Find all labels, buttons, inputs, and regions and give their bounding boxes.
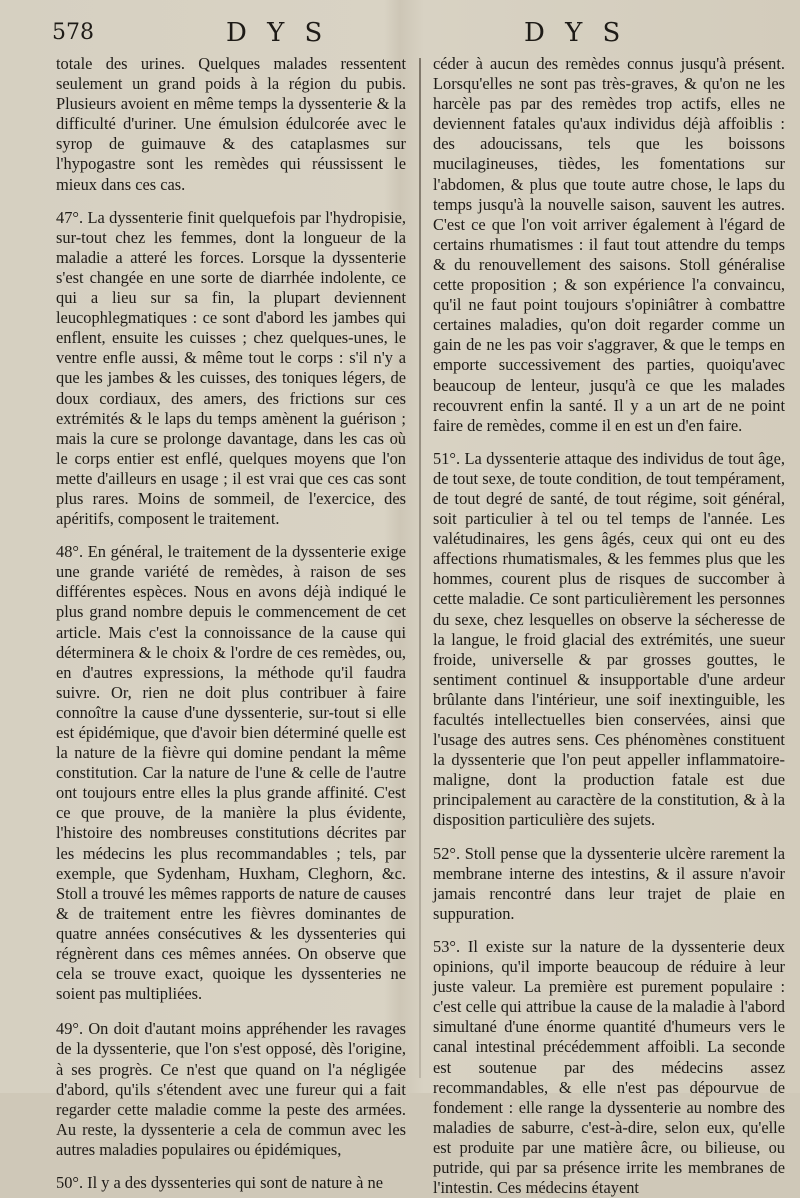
page-header — [0, 18, 800, 52]
paragraph-48: 48°. En général, le traitement de la dyssenterie exige une grande variété de remèdes, à raison de ses différentes espèces. Nous en avons déjà indiqué le plus grand nombre depuis le commencement de cet article. Mais c'est la connoissance de la cause qui déterminera & le choix & l'ordre de ces remèdes, ou, en d'autres expressions, la méthode qu'il faudra suivre. Or, rien ne doit plus contribuer à faire connoître la cause d'une dyssenterie, sur-tout si elle est épidémique, que d'avoir bien déterminé quelle est la nature de la fièvre qui domine pendant la même constitution. Car la nature de l'une & celle de l'autre ont toujours entre elles la plus grande affinité. C'est ce que prouve, de la manière la plus évidente, l'histoire des nombreuses constitutions décrites par les médecins les plus recommandables ; tels, par exemple, que Sydenham, Huxham, Cleghorn, &c. Stoll a trouvé les mêmes rapports de nature de causes & de traitement entre les fièvres dominantes de quatre années consécutives & les dyssenteries qui régnèrent dans ces mêmes années. On observe que cela se trouve exact, quoique les dyssenteries ne soient pas multipliées. — [56, 542, 407, 1004]
page-number: 578 — [52, 20, 94, 45]
running-head-right: D Y S — [524, 18, 627, 48]
left-column — [56, 54, 406, 1193]
column-divider — [419, 58, 421, 1078]
paragraph-51: 51°. La dyssenterie attaque des individus de tout âge, de tout sexe, de toute condition, de tout tempérament, de tout degré de santé, de tout régime, soit général, soit particulier à tel ou tel temps de l'année. Les valétudinaires, les gens âgés, ceux qui ont eu des affections rhumatismales, & les femmes plus que les hommes, courent plus de risques de succomber à cette maladie. Ce sont particulièrement les personnes du sexe, chez lesquelles on observe la sécheresse de la langue, le froid glacial des extrémités, une sueur froide, universelle & par grosses gouttes, le sentiment continuel & insupportable d'une ardeur brûlante dans l'intérieur, une soif inextinguible, les facultés intellectuelles bien conservées, ainsi que l'usage des autres sens. Ces phénomènes constituent la dyssenterie que l'on peut appeller inflammatoire-maligne, dont la production fatale est due principalement au caractère de la constitution, & à la disposition particulière des sujets. — [433, 448, 785, 830]
paragraph-47: 47°. La dyssenterie finit quelquefois par l'hydropisie, sur-tout chez les femmes, dont la longueur de la maladie a atteré les forces. Lorsque la dyssenterie s'est changée en une sorte de diarrhée indolente, ce qui a lieu sur sa fin, la plupart deviennent leucophlegmatiques : ce sont d'abord les jambes qui enflent, ensuite les cuisses ; chez quelques-unes, le ventre enfle aussi, & même tout le corps : s'il n'y a que les jambes & les cuisses, des toniques légers, de doux cordiaux, des amers, des frictions sur ces extrémités & le laps du temps amènent la guérison ; mais la cure se prolonge davantage, dans les cas où le corps entier est enflé, quelques moyens que l'on mette d'ailleurs en usage ; il est vrai que ces cas sont plus rares. Moins de sommeil, de l'exercice, des apéritifs, composent le traitement. — [56, 207, 406, 529]
paragraph-50: 50°. Il y a des dyssenteries qui sont de nature à ne — [56, 1172, 383, 1192]
paragraph-52: 52°. Stoll pense que la dyssenterie ulcère rarement la membrane interne des intestins, & il assure n'avoir jamais rencontré dans leur trajet de plaie en suppuration. — [433, 843, 785, 923]
paragraph-continuation: totale des urines. Quelques malades ressentent seulement un grand poids à la région du pubis. Plusieurs avoient en même temps la dyssenterie & la difficulté d'uriner. Une émulsion édulcorée avec le syrop de guimauve & des cataplasmes sur l'hypogastre sont les remèdes qui réussissent le mieux dans ces cas. — [56, 54, 406, 194]
running-head-left: D Y S — [226, 18, 329, 48]
right-column — [433, 54, 785, 1198]
paragraph-49: 49°. On doit d'autant moins appréhender les ravages de la dyssenterie, que l'on s'est opposé, dès l'origine, à ses progrès. Ce n'est que quand on l'a négligée d'abord, qu'ils s'étendent avec une fureur qui a fait regarder cette maladie comme la peste des armées. Au reste, la dyssenterie a cela de commun avec les autres maladies populaires ou épidémiques, — [56, 1019, 406, 1159]
paragraph-53: 53°. Il existe sur la nature de la dyssenterie deux opinions, qu'il importe beaucoup de réduire à leur juste valeur. La première est purement populaire : c'est celle qui attribue la cause de la maladie à l'abord simultané d'une énorme quantité d'humeurs vers le canal intestinal précédemment affoibli. La seconde est soutenue par des médecins assez recommandables, & elle n'est pas dépourvue de fondement : elle range la dyssenterie au nombre des maladies de saburre, c'est-à-dire, selon eux, qu'elle est produite par une matière âcre, ou bilieuse, ou putride, qui par sa présence irrite les membranes de l'intestin. Ces médecins étayent — [433, 936, 785, 1198]
paragraph-50-continuation: céder à aucun des remèdes connus jusqu'à présent. Lorsqu'elles ne sont pas très-graves, & qu'on ne les harcèle pas par des remèdes trop actifs, elles ne deviennent fatales qu'aux individus déjà affoiblis : des adoucissans, tels que les boissons mucilagineuses, tièdes, les fomentations sur l'abdomen, & plus que toute autre chose, le laps du temps jusqu'à la nouvelle saison, sauvent les autres. C'est ce que l'on voit arriver également à l'égard de certains rhumatismes : il faut tout attendre du temps & du renouvellement des saisons. Stoll généralise cette proposition ; & son expérience l'a convaincu, qu'il ne faut point toujours s'opiniâtrer à combattre certaines maladies, qu'on doit regarder comme un gain de ne les pas voir s'aggraver, & que le temps en emporte successivement des parties, quoiqu'avec beaucoup de lenteur, jusqu'à ce que les malades recouvrent enfin la santé. Il y a un art de ne point faire de remèdes, comme il en est un d'en faire. — [433, 54, 785, 435]
